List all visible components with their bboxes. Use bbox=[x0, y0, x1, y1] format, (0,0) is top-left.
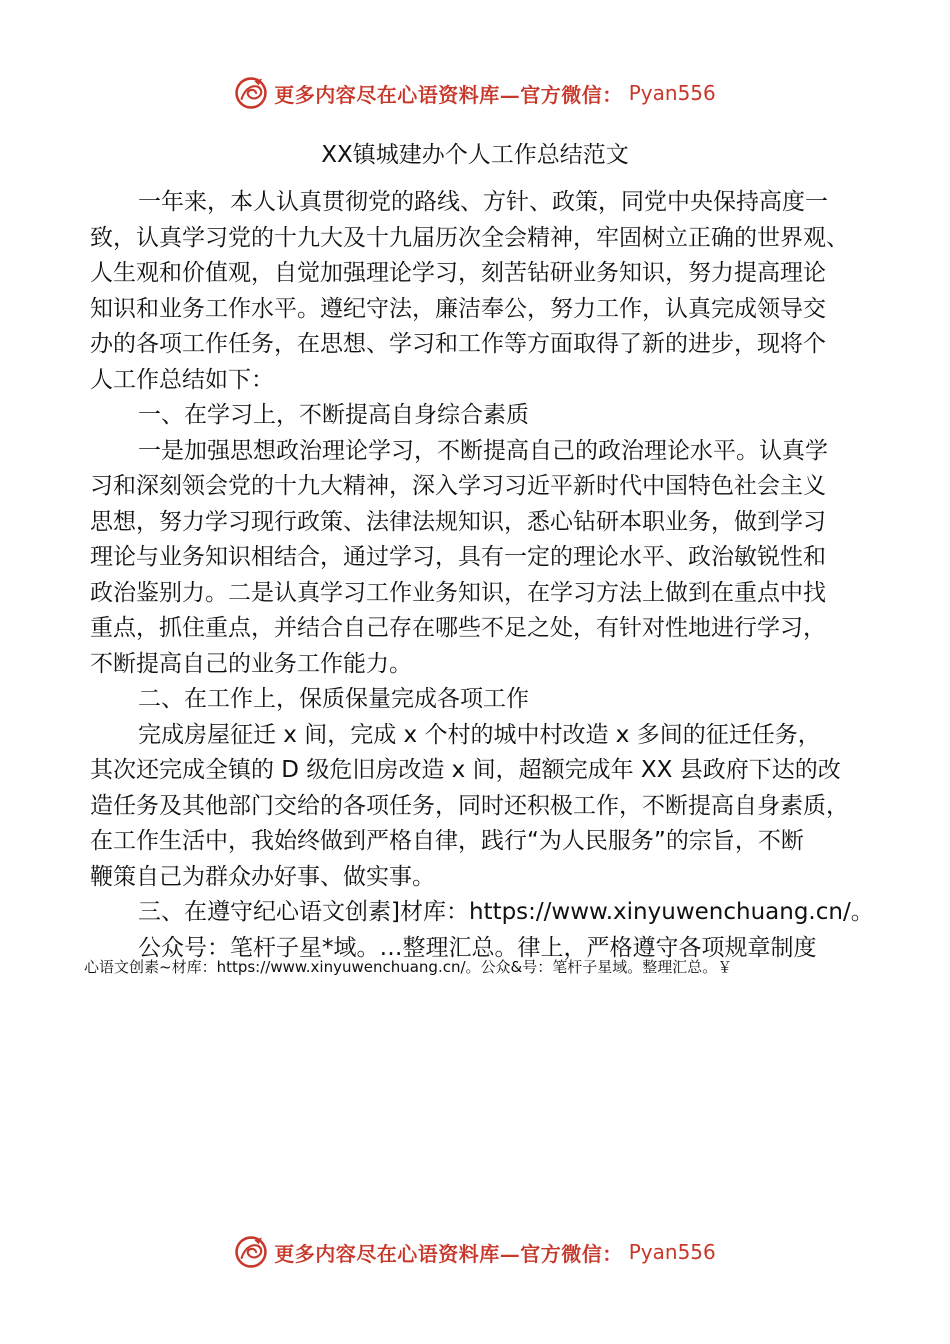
body-line: 理论与业务知识相结合，通过学习，具有一定的理论水平、政治敏锐性和 bbox=[90, 544, 826, 570]
body-line: 一是加强思想政治理论学习，不断提高自己的政治理论水平。认真学 bbox=[138, 437, 828, 464]
swirl-logo-icon bbox=[234, 1235, 268, 1269]
body-line: 办的各项工作任务，在思想、学习和工作等方面取得了新的进步，现将个 bbox=[90, 331, 826, 357]
header-banner bbox=[0, 73, 950, 113]
section-heading: 二、在工作上，保质保量完成各项工作 bbox=[138, 686, 529, 712]
document-body bbox=[90, 185, 874, 966]
body-line: 知识和业务工作水平。遵纪守法，廉洁奉公，努力工作，认真完成领导交 bbox=[90, 295, 826, 322]
body-line: 政治鉴别力。二是认真学习工作业务知识，在学习方法上做到在重点中找 bbox=[90, 579, 826, 606]
section-heading: 三、在遵守纪心语文创素]材库：https://www.xinyuwenchuang.cn/。 bbox=[138, 899, 874, 925]
document-title: XX镇城建办个人工作总结范文 bbox=[321, 142, 629, 168]
body-line: 造任务及其他部门交给的各项任务，同时还积极工作，不断提高自身素质， bbox=[90, 792, 849, 819]
footnote-line: 心语文创素~材库：https://www.xinyuwenchuang.cn/。公众&号：笔杆子星域。整理汇总。￥ bbox=[84, 958, 733, 976]
body-line: 在工作生活中，我始终做到严格自律，践行“为人民服务”的宗旨，不断 bbox=[90, 828, 804, 854]
body-line: 思想，努力学习现行政策、法律法规知识，悉心钻研本职业务，做到学习 bbox=[90, 508, 826, 535]
banner-wechat-id: Pyan556 bbox=[628, 81, 716, 105]
body-line: 人生观和价值观，自觉加强理论学习，刻苦钻研业务知识，努力提高理论 bbox=[90, 260, 826, 286]
body-line: 不断提高自己的业务工作能力。 bbox=[90, 650, 412, 677]
body-line: 人工作总结如下： bbox=[90, 366, 274, 393]
body-line: 公众号：笔杆子星*域。…整理汇总。律上，严格遵守各项规章制度 bbox=[138, 934, 817, 961]
swirl-logo-icon bbox=[234, 76, 268, 110]
body-line: 习和深刻领会党的十九大精神，深入学习习近平新时代中国特色社会主义 bbox=[90, 473, 826, 499]
banner-text: 更多内容尽在心语资料库—官方微信： bbox=[274, 1241, 623, 1266]
body-line: 一年来，本人认真贯彻党的路线、方针、政策，同党中央保持高度一 bbox=[138, 189, 828, 215]
body-line: 完成房屋征迁 x 间，完成 x 个村的城中村改造 x 多间的征迁任务， bbox=[138, 721, 821, 748]
body-line: 致，认真学习党的十九大及十九届历次全会精神，牢固树立正确的世界观、 bbox=[90, 224, 849, 251]
footer-banner bbox=[0, 1232, 950, 1272]
banner-text: 更多内容尽在心语资料库—官方微信： bbox=[274, 82, 623, 107]
body-line: 重点，抓住重点，并结合自己存在哪些不足之处，有针对性地进行学习， bbox=[90, 615, 826, 641]
section-heading: 一、在学习上，不断提高自身综合素质 bbox=[138, 402, 529, 428]
banner-wechat-id: Pyan556 bbox=[628, 1240, 716, 1264]
body-line: 其次还完成全镇的 D 级危旧房改造 x 间，超额完成年 XX 县政府下达的改 bbox=[90, 757, 841, 783]
body-line: 鞭策自己为群众办好事、做实事。 bbox=[90, 863, 435, 890]
